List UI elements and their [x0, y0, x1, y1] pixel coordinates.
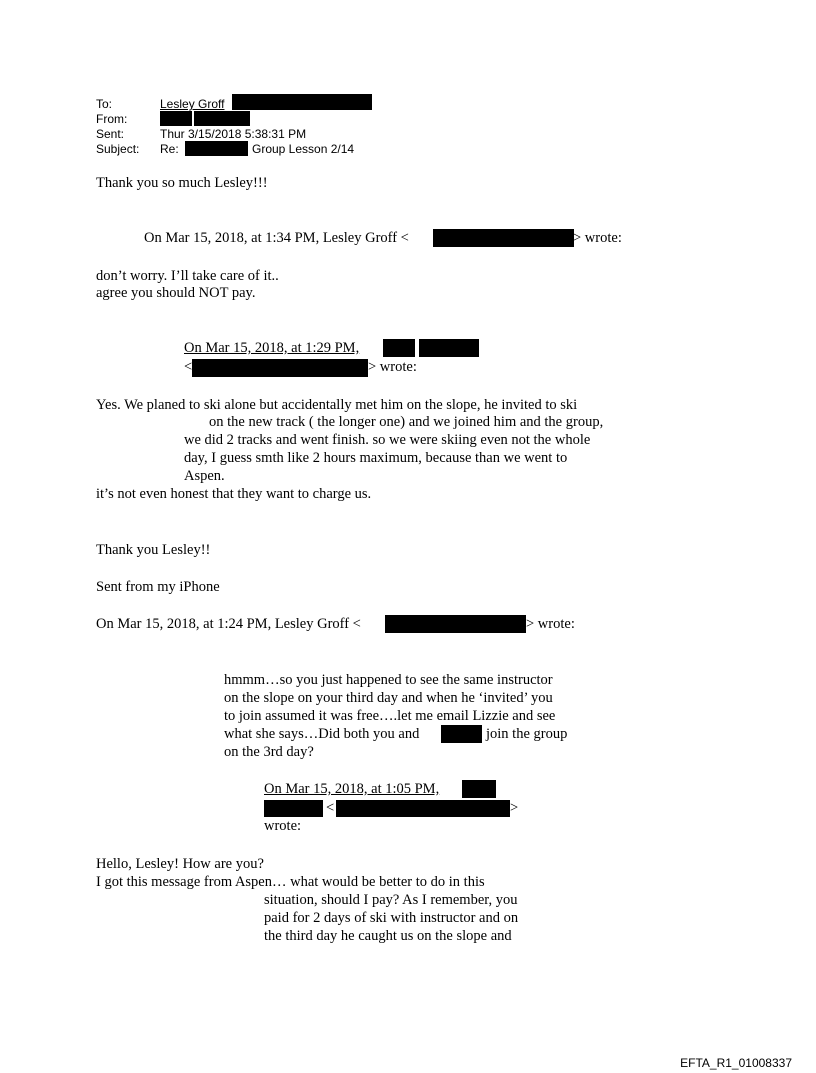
redaction-block — [160, 111, 192, 126]
body-text: I got this message from Aspen… what would be better to do in this — [96, 874, 485, 890]
redaction-block — [264, 800, 323, 817]
redaction-block — [441, 725, 482, 743]
body-text: to join assumed it was free….let me email Lizzie and see — [224, 708, 556, 724]
body-text: the third day he caught us on the slope and — [264, 928, 512, 944]
redaction-block — [194, 111, 250, 126]
body-text: on the slope on your third day and when he ‘invited’ you — [224, 690, 553, 706]
body-text: we did 2 tracks and went finish. so we were skiing even not the whole — [184, 432, 591, 448]
body-text: on the 3rd day? — [224, 744, 314, 760]
redaction-block — [462, 780, 496, 798]
quote-header-lt: < — [184, 359, 193, 375]
body-text: day, I guess smth like 2 hours maximum, because than we went to — [184, 450, 568, 466]
quote-header-gt: > — [510, 800, 519, 816]
redaction-block — [419, 339, 479, 357]
redaction-block — [433, 229, 574, 247]
body-text: Thank you Lesley!! — [96, 542, 211, 558]
quote-header: On Mar 15, 2018, at 1:34 PM, Lesley Groff < — [144, 230, 409, 246]
quote-header-end: wrote: — [264, 818, 302, 834]
redaction-block — [336, 800, 510, 817]
redaction-block — [185, 141, 248, 156]
body-text: Yes. We planed to ski alone but accidentally met him on the slope, he invited to ski — [96, 397, 578, 413]
sent-value: Thur 3/15/2018 5:38:31 PM — [160, 127, 307, 141]
body-text: what she says…Did both you and — [224, 726, 420, 742]
body-text: don’t worry. I’ll take care of it.. — [96, 268, 279, 284]
redaction-block — [383, 339, 415, 357]
quote-header: On Mar 15, 2018, at 1:05 PM, — [264, 781, 440, 797]
body-text: agree you should NOT pay. — [96, 285, 256, 301]
body-text: it’s not even honest that they want to charge us. — [96, 486, 372, 502]
document-id: EFTA_R1_01008337 — [680, 1056, 792, 1070]
quote-header-end: > wrote: — [526, 616, 575, 632]
body-text: join the group — [486, 726, 568, 742]
body-text: Thank you so much Lesley!!! — [96, 175, 268, 191]
redaction-block — [385, 615, 526, 633]
subject-prefix: Re: — [160, 142, 179, 156]
quote-header-lt: < — [326, 800, 335, 816]
body-text: paid for 2 days of ski with instructor and on — [264, 910, 519, 926]
redaction-block — [232, 94, 372, 110]
body-text: Aspen. — [184, 468, 225, 484]
quote-header-end: > wrote: — [368, 359, 417, 375]
sent-label: Sent: — [96, 127, 125, 141]
to-label: To: — [96, 97, 113, 111]
body-text: on the new track ( the longer one) and we joined him and the group, — [209, 414, 604, 430]
quote-header: On Mar 15, 2018, at 1:29 PM, — [184, 340, 360, 356]
subject-value: Group Lesson 2/14 — [252, 142, 355, 156]
signature: Sent from my iPhone — [96, 579, 220, 595]
subject-label: Subject: — [96, 142, 140, 156]
redaction-block — [192, 359, 368, 377]
from-label: From: — [96, 112, 128, 126]
to-value: Lesley Groff — [160, 97, 225, 111]
body-text: situation, should I pay? As I remember, you — [264, 892, 518, 908]
body-text: hmmm…so you just happened to see the same instructor — [224, 672, 553, 688]
quote-header-end: > wrote: — [573, 230, 622, 246]
body-text: Hello, Lesley! How are you? — [96, 856, 264, 872]
quote-header: On Mar 15, 2018, at 1:24 PM, Lesley Groff < — [96, 616, 361, 632]
